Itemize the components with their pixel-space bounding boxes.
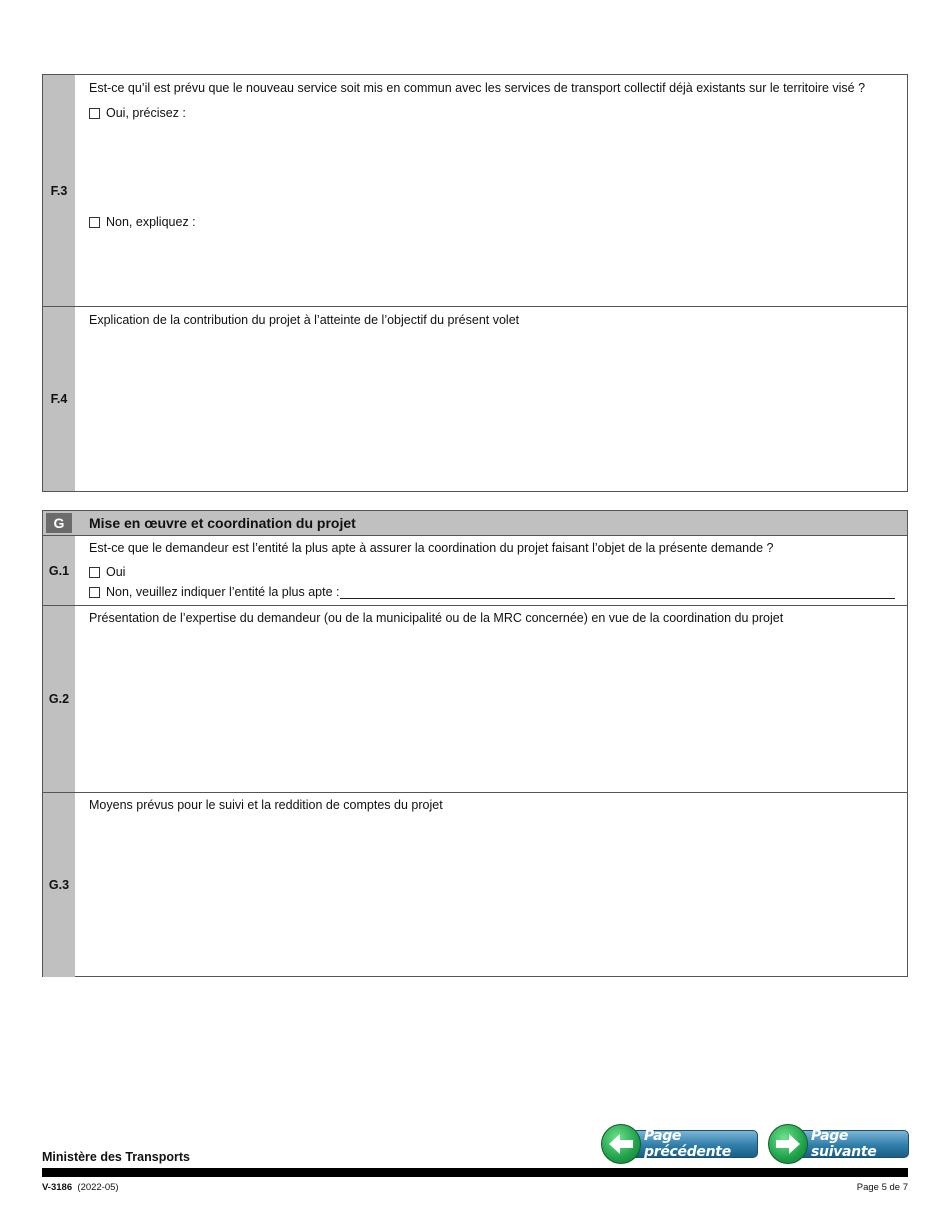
content-g2[interactable] bbox=[89, 606, 895, 792]
option-g1-no[interactable] bbox=[89, 585, 339, 599]
option-g1-yes-label: Oui bbox=[106, 565, 126, 579]
row-g2[interactable] bbox=[43, 606, 907, 793]
option-g1-no-label: Non, veuillez indiquer l’entité la plus apte : bbox=[106, 585, 340, 599]
checkbox-g1-no[interactable] bbox=[89, 587, 100, 598]
previous-page-label: Page précédente bbox=[617, 1130, 758, 1158]
row-code-f3: F.3 bbox=[43, 75, 75, 306]
footer-divider bbox=[42, 1168, 908, 1177]
row-code-g1: G.1 bbox=[43, 536, 75, 605]
arrow-right-icon bbox=[768, 1124, 808, 1164]
question-g3: Moyens prévus pour le suivi et la reddition de comptes du projet bbox=[89, 798, 443, 812]
arrow-left-icon bbox=[601, 1124, 641, 1164]
form-code-line bbox=[42, 1182, 119, 1193]
content-g1 bbox=[89, 536, 895, 605]
question-g2: Présentation de l’expertise du demandeur (ou de la municipalité ou de la MRC concernée) en vue de la coordination du projet bbox=[89, 611, 784, 625]
row-code-f4: F.4 bbox=[43, 307, 75, 491]
question-g1: Est-ce que le demandeur est l’entité la plus apte à assurer la coordination du projet faisant l’objet de la présente demande ? bbox=[89, 541, 774, 555]
section-g-block bbox=[42, 510, 908, 977]
page-number: Page 5 de 7 bbox=[856, 1182, 908, 1193]
checkbox-f3-no[interactable] bbox=[89, 217, 100, 228]
section-g-title: Mise en œuvre et coordination du projet bbox=[89, 515, 356, 531]
checkbox-g1-yes[interactable] bbox=[89, 567, 100, 578]
content-g3[interactable] bbox=[89, 793, 895, 977]
option-g1-yes[interactable] bbox=[89, 565, 125, 579]
content-f4[interactable] bbox=[89, 307, 895, 491]
section-f-block bbox=[42, 74, 908, 492]
content-f3 bbox=[89, 75, 895, 306]
checkbox-f3-yes[interactable] bbox=[89, 108, 100, 119]
form-code: V-3186 bbox=[42, 1182, 73, 1193]
row-f3 bbox=[43, 75, 907, 307]
option-f3-no-label: Non, expliquez : bbox=[106, 215, 196, 229]
row-g3[interactable] bbox=[43, 793, 907, 977]
next-page-button[interactable] bbox=[768, 1124, 909, 1164]
row-code-g3: G.3 bbox=[43, 793, 75, 977]
g1-entity-input[interactable] bbox=[340, 598, 895, 599]
previous-page-button[interactable] bbox=[601, 1124, 758, 1164]
next-page-label: Page suivante bbox=[784, 1130, 909, 1158]
option-f3-no[interactable] bbox=[89, 215, 196, 229]
row-f4[interactable] bbox=[43, 307, 907, 491]
option-f3-yes[interactable] bbox=[89, 106, 186, 120]
section-g-letter: G bbox=[46, 513, 72, 533]
row-code-g2: G.2 bbox=[43, 606, 75, 792]
option-f3-yes-label: Oui, précisez : bbox=[106, 106, 186, 120]
form-date: (2022-05) bbox=[77, 1182, 119, 1193]
question-f3: Est-ce qu’il est prévu que le nouveau service soit mis en commun avec les services de transport collectif déjà existants sur le territoire visé ? bbox=[89, 81, 866, 95]
ministry-name: Ministère des Transports bbox=[42, 1150, 190, 1164]
section-g-header bbox=[43, 511, 907, 536]
row-g1 bbox=[43, 536, 907, 606]
question-f4: Explication de la contribution du projet à l’atteinte de l’objectif du présent volet bbox=[89, 313, 520, 327]
